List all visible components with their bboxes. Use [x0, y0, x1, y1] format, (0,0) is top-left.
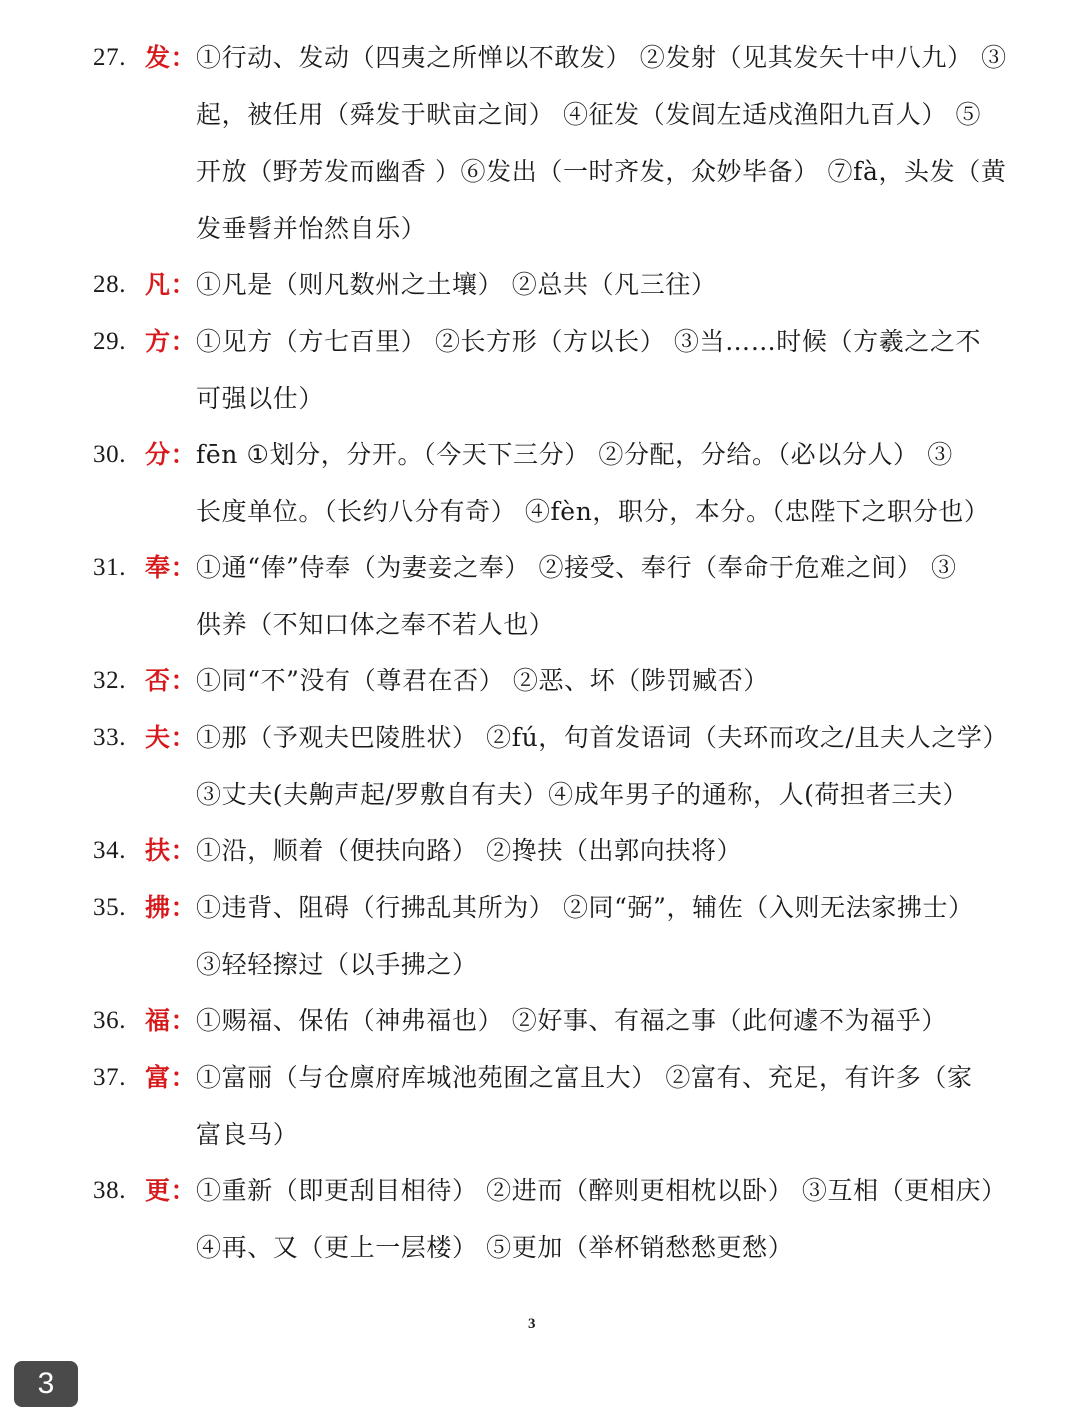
entry-number: 35. [93, 894, 127, 921]
entry-number: 29. [93, 328, 127, 355]
entry-line [93, 652, 993, 709]
entry-line [93, 426, 993, 483]
definition-text: 起，被任用（舜发于畎亩之间） ④征发（发闾左适戍渔阳九百人） ⑤ [196, 100, 982, 129]
entry-line [93, 1219, 993, 1276]
definition-text: ①同“不”没有（尊君在否） ②恶、坏（陟罚臧否） [196, 666, 769, 695]
entry-38 [93, 1162, 1007, 1276]
entry-number: 36. [93, 1007, 127, 1034]
page-indicator-badge[interactable]: 3 [14, 1361, 78, 1407]
definition-text: 长度单位。（长约八分有奇） ④fèn，职分，本分。（忠陛下之职分也） [196, 497, 990, 526]
definition-text: ①见方（方七百里） ②长方形（方以长） ③当……时候（方羲之之不 [196, 327, 982, 356]
entry-line [93, 709, 1009, 766]
definition-text: ④再、又（更上一层楼） ⑤更加（举杯销愁愁更愁） [196, 1233, 794, 1262]
headword: 富： [145, 1063, 197, 1092]
entry-28 [93, 256, 993, 313]
entry-line [93, 143, 1007, 200]
definition-text: 供养（不知口体之奉不若人也） [196, 610, 555, 639]
entry-line [93, 86, 993, 143]
entry-line [93, 596, 993, 653]
entry-line [93, 1162, 1007, 1219]
definition-text: 发垂髫并怡然自乐） [196, 214, 427, 243]
entry-line [93, 766, 993, 823]
definition-text: ①赐福、保佑（神弗福也） ②好事、有福之事（此何遽不为福乎） [196, 1006, 947, 1035]
entry-line [93, 200, 993, 257]
definition-text: ①重新（即更刮目相待） ②进而（醉则更相枕以卧） ③互相（更相庆） [196, 1176, 1007, 1205]
definition-text: ①违背、阻碍（行拂乱其所为） ②同“弼”，辅佐（入则无法家拂士） [196, 893, 974, 922]
headword: 福： [145, 1006, 197, 1035]
entry-number: 33. [93, 724, 127, 751]
entry-30 [93, 426, 993, 540]
definition-text: ①行动、发动（四夷之所惮以不敢发） ②发射（见其发矢十中八九） ③ [196, 43, 1007, 72]
entry-number: 27. [93, 44, 127, 71]
definition-text: ①通“俸”侍奉（为妻妾之奉） ②接受、奉行（奉命于危难之间） ③ [196, 553, 957, 582]
page-number: 3 [528, 1316, 536, 1332]
headword: 奉： [145, 553, 197, 582]
definition-text: ①富丽（与仓廪府库城池苑囿之富且大） ②富有、充足，有许多（家 [196, 1063, 973, 1092]
entry-31 [93, 539, 993, 653]
definition-text: ①凡是（则凡数州之土壤） ②总共（凡三往） [196, 270, 717, 299]
entry-36 [93, 992, 993, 1049]
entry-line [93, 370, 993, 427]
entry-line [93, 29, 1007, 86]
entry-number: 34. [93, 837, 127, 864]
definition-text: ①沿，顺着（便扶向路） ②搀扶（出郭向扶将） [196, 836, 743, 865]
entry-line [93, 992, 993, 1049]
entry-number: 38. [93, 1177, 127, 1204]
definition-text: ③丈夫(夫齁声起/罗敷自有夫）④成年男子的通称，人(荷担者三夫） [196, 780, 969, 809]
entry-35 [93, 879, 993, 993]
entry-line [93, 822, 993, 879]
entry-line [93, 313, 993, 370]
definition-text: ③轻轻擦过（以手拂之） [196, 950, 478, 979]
headword: 发： [145, 43, 197, 72]
entry-32 [93, 652, 993, 709]
entry-line [93, 1106, 993, 1163]
entry-33 [93, 709, 1009, 823]
entry-line [93, 1049, 993, 1106]
definition-text: 开放（野芳发而幽香 ）⑥发出（一时齐发，众妙毕备） ⑦fà，头发（黄 [196, 157, 1007, 186]
entry-line [93, 256, 993, 313]
definition-text: fēn ①划分，分开。（今天下三分） ②分配，分给。（必以分人） ③ [196, 440, 953, 469]
headword: 扶： [145, 836, 197, 865]
entry-29 [93, 313, 993, 427]
entry-number: 30. [93, 441, 127, 468]
headword: 更： [145, 1176, 197, 1205]
entry-number: 31. [93, 554, 127, 581]
headword: 否： [145, 666, 197, 695]
entry-number: 28. [93, 271, 127, 298]
entry-34 [93, 822, 993, 879]
entry-37 [93, 1049, 993, 1163]
entry-line [93, 483, 993, 540]
headword: 方： [145, 327, 197, 356]
entry-line [93, 879, 993, 936]
entry-line [93, 936, 993, 993]
headword: 拂： [145, 893, 197, 922]
entry-27 [93, 29, 1007, 257]
headword: 夫： [145, 723, 197, 752]
headword: 分： [145, 440, 197, 469]
headword: 凡： [145, 270, 197, 299]
entry-number: 32. [93, 667, 127, 694]
definition-text: 可强以仕） [196, 384, 325, 413]
entry-number: 37. [93, 1064, 127, 1091]
entry-line [93, 539, 993, 596]
definition-text: 富良马） [196, 1120, 299, 1149]
definition-text: ①那（予观夫巴陵胜状） ②fú，句首发语词（夫环而攻之/且夫人之学） [196, 723, 1009, 752]
